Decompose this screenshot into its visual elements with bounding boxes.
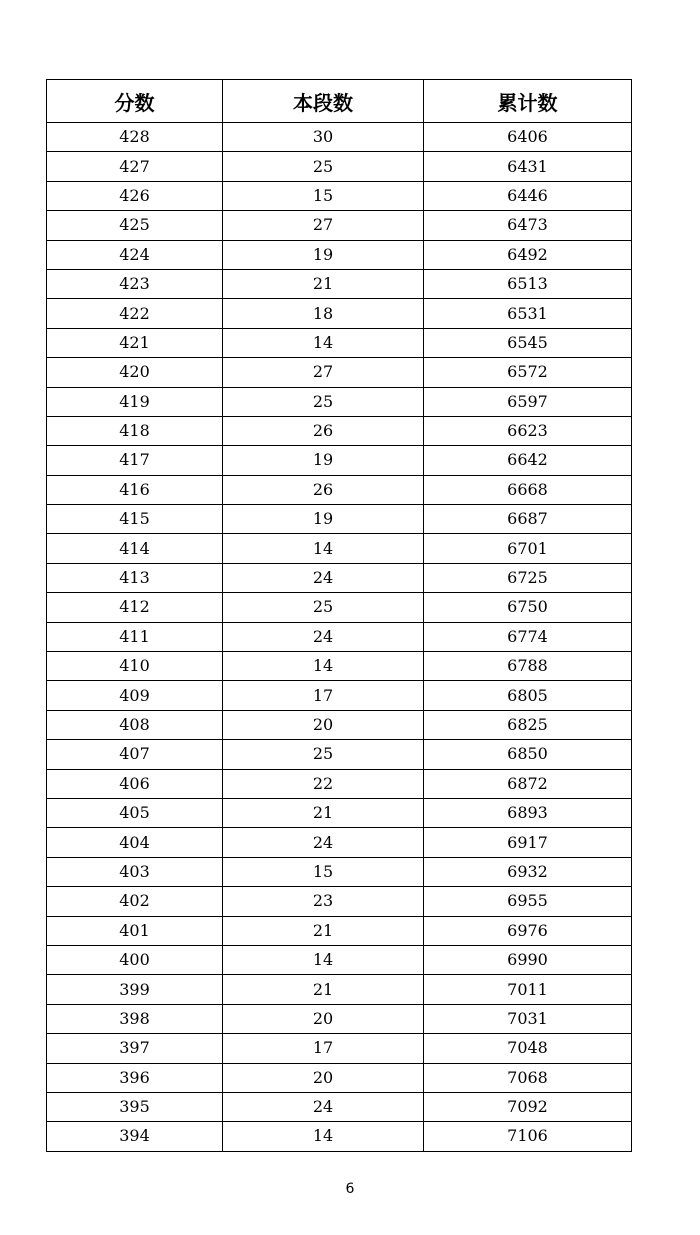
cell-segment-count: 24 [223, 622, 424, 651]
score-distribution-table [46, 79, 632, 1152]
table-row [47, 1004, 632, 1033]
cell-score: 405 [47, 798, 223, 827]
table-header [47, 80, 632, 123]
cell-score: 427 [47, 152, 223, 181]
table-row [47, 945, 632, 974]
cell-score: 424 [47, 240, 223, 269]
cell-score: 428 [47, 123, 223, 152]
cell-segment-count: 27 [223, 358, 424, 387]
cell-cumulative-count: 7106 [424, 1122, 632, 1151]
cell-cumulative-count: 6825 [424, 710, 632, 739]
table-row [47, 769, 632, 798]
cell-cumulative-count: 6725 [424, 563, 632, 592]
cell-cumulative-count: 6850 [424, 740, 632, 769]
table-row [47, 1092, 632, 1121]
cell-score: 426 [47, 181, 223, 210]
cell-cumulative-count: 6976 [424, 916, 632, 945]
cell-segment-count: 15 [223, 857, 424, 886]
cell-score: 403 [47, 857, 223, 886]
cell-cumulative-count: 6446 [424, 181, 632, 210]
cell-segment-count: 19 [223, 240, 424, 269]
cell-score: 417 [47, 446, 223, 475]
cell-segment-count: 14 [223, 534, 424, 563]
header-segment-count: 本段数 [223, 80, 424, 123]
cell-cumulative-count: 7068 [424, 1063, 632, 1092]
cell-score: 406 [47, 769, 223, 798]
cell-score: 394 [47, 1122, 223, 1151]
table-row [47, 152, 632, 181]
cell-cumulative-count: 6990 [424, 945, 632, 974]
cell-cumulative-count: 6932 [424, 857, 632, 886]
table-row [47, 710, 632, 739]
table-row [47, 505, 632, 534]
cell-score: 397 [47, 1034, 223, 1063]
cell-score: 400 [47, 945, 223, 974]
table-body [47, 123, 632, 1152]
cell-score: 409 [47, 681, 223, 710]
cell-segment-count: 14 [223, 945, 424, 974]
header-score: 分数 [47, 80, 223, 123]
cell-cumulative-count: 6406 [424, 123, 632, 152]
header-row [47, 80, 632, 123]
table-row [47, 1034, 632, 1063]
cell-cumulative-count: 6642 [424, 446, 632, 475]
cell-segment-count: 26 [223, 416, 424, 445]
cell-cumulative-count: 6955 [424, 887, 632, 916]
cell-score: 402 [47, 887, 223, 916]
table-row [47, 1063, 632, 1092]
cell-segment-count: 25 [223, 593, 424, 622]
cell-cumulative-count: 6687 [424, 505, 632, 534]
cell-segment-count: 20 [223, 1004, 424, 1033]
cell-score: 425 [47, 211, 223, 240]
page-number: 6 [345, 1181, 355, 1197]
table-row [47, 269, 632, 298]
cell-cumulative-count: 6513 [424, 269, 632, 298]
table-row [47, 387, 632, 416]
cell-score: 423 [47, 269, 223, 298]
cell-segment-count: 21 [223, 916, 424, 945]
header-cumulative-count: 累计数 [424, 80, 632, 123]
cell-cumulative-count: 6473 [424, 211, 632, 240]
table-row [47, 416, 632, 445]
cell-segment-count: 26 [223, 475, 424, 504]
table-row [47, 887, 632, 916]
cell-cumulative-count: 7031 [424, 1004, 632, 1033]
cell-cumulative-count: 6893 [424, 798, 632, 827]
cell-score: 416 [47, 475, 223, 504]
table-row [47, 328, 632, 357]
cell-segment-count: 25 [223, 152, 424, 181]
cell-segment-count: 25 [223, 387, 424, 416]
cell-segment-count: 25 [223, 740, 424, 769]
cell-cumulative-count: 6805 [424, 681, 632, 710]
table-row [47, 828, 632, 857]
table-row [47, 916, 632, 945]
cell-cumulative-count: 7048 [424, 1034, 632, 1063]
cell-score: 395 [47, 1092, 223, 1121]
cell-segment-count: 20 [223, 1063, 424, 1092]
cell-score: 410 [47, 652, 223, 681]
cell-score: 422 [47, 299, 223, 328]
table-row [47, 857, 632, 886]
table-row [47, 211, 632, 240]
cell-segment-count: 21 [223, 269, 424, 298]
cell-score: 399 [47, 975, 223, 1004]
cell-cumulative-count: 6701 [424, 534, 632, 563]
cell-cumulative-count: 6872 [424, 769, 632, 798]
cell-score: 413 [47, 563, 223, 592]
table-row [47, 593, 632, 622]
cell-cumulative-count: 6492 [424, 240, 632, 269]
cell-segment-count: 15 [223, 181, 424, 210]
cell-segment-count: 14 [223, 652, 424, 681]
table-row [47, 181, 632, 210]
cell-segment-count: 21 [223, 798, 424, 827]
cell-score: 420 [47, 358, 223, 387]
cell-segment-count: 30 [223, 123, 424, 152]
cell-segment-count: 14 [223, 1122, 424, 1151]
table-row [47, 975, 632, 1004]
cell-cumulative-count: 7011 [424, 975, 632, 1004]
cell-score: 412 [47, 593, 223, 622]
cell-segment-count: 24 [223, 828, 424, 857]
cell-score: 398 [47, 1004, 223, 1033]
table-row [47, 622, 632, 651]
cell-cumulative-count: 6623 [424, 416, 632, 445]
cell-segment-count: 23 [223, 887, 424, 916]
cell-segment-count: 24 [223, 1092, 424, 1121]
table-row [47, 1122, 632, 1151]
cell-cumulative-count: 6531 [424, 299, 632, 328]
cell-segment-count: 14 [223, 328, 424, 357]
table-row [47, 358, 632, 387]
cell-cumulative-count: 6572 [424, 358, 632, 387]
cell-segment-count: 17 [223, 1034, 424, 1063]
cell-cumulative-count: 6597 [424, 387, 632, 416]
cell-score: 418 [47, 416, 223, 445]
cell-score: 408 [47, 710, 223, 739]
table-row [47, 563, 632, 592]
cell-cumulative-count: 6774 [424, 622, 632, 651]
cell-segment-count: 21 [223, 975, 424, 1004]
cell-segment-count: 17 [223, 681, 424, 710]
cell-cumulative-count: 6431 [424, 152, 632, 181]
cell-score: 419 [47, 387, 223, 416]
cell-segment-count: 27 [223, 211, 424, 240]
table-row [47, 446, 632, 475]
table-row [47, 475, 632, 504]
table-row [47, 240, 632, 269]
cell-segment-count: 18 [223, 299, 424, 328]
cell-segment-count: 19 [223, 446, 424, 475]
cell-segment-count: 19 [223, 505, 424, 534]
cell-cumulative-count: 6788 [424, 652, 632, 681]
cell-score: 414 [47, 534, 223, 563]
cell-cumulative-count: 6668 [424, 475, 632, 504]
cell-score: 396 [47, 1063, 223, 1092]
cell-score: 411 [47, 622, 223, 651]
cell-score: 415 [47, 505, 223, 534]
cell-cumulative-count: 6545 [424, 328, 632, 357]
cell-cumulative-count: 6750 [424, 593, 632, 622]
table-row [47, 123, 632, 152]
cell-segment-count: 20 [223, 710, 424, 739]
cell-cumulative-count: 7092 [424, 1092, 632, 1121]
cell-segment-count: 22 [223, 769, 424, 798]
cell-cumulative-count: 6917 [424, 828, 632, 857]
cell-score: 407 [47, 740, 223, 769]
table-row [47, 534, 632, 563]
cell-score: 421 [47, 328, 223, 357]
table-row [47, 681, 632, 710]
table-row [47, 798, 632, 827]
table-row [47, 299, 632, 328]
cell-score: 401 [47, 916, 223, 945]
cell-score: 404 [47, 828, 223, 857]
cell-segment-count: 24 [223, 563, 424, 592]
table-row [47, 652, 632, 681]
table-row [47, 740, 632, 769]
